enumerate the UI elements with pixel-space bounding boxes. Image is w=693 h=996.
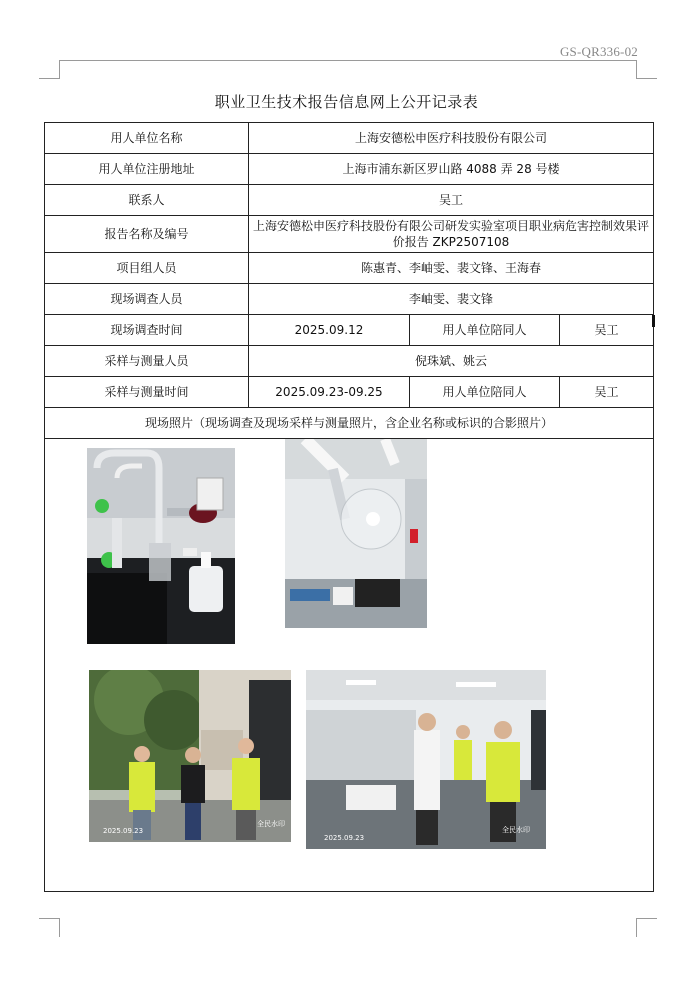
- report-value: 上海安德松申医疗科技股份有限公司研发实验室项目职业病危害控制效果评价报告 ZKP2507108: [249, 216, 654, 253]
- photo-fume-arm-image: [285, 439, 427, 628]
- margin-marker: [652, 315, 655, 327]
- survey-accompany-value: [560, 315, 654, 346]
- sampling-accompany-value: 吴工: [560, 377, 654, 408]
- survey-staff-value: 李岫雯、裴文锋: [249, 284, 654, 315]
- corner-mark-top-left: [39, 60, 60, 79]
- team-label: 项目组人员: [45, 253, 249, 284]
- document-code: GS-QR336-02: [559, 44, 638, 59]
- corner-mark-bottom-right: [636, 918, 657, 937]
- corner-mark-bottom-left: [39, 918, 60, 937]
- photo-lab-sampling-image: [306, 670, 546, 849]
- employer-name-value: 上海安德松申医疗科技股份有限公司: [249, 123, 654, 154]
- contact-label: 联系人: [45, 185, 249, 216]
- survey-staff-label: 现场调查人员: [45, 284, 249, 315]
- contact-value: 吴工: [249, 185, 654, 216]
- photo3-date: 2025.09.23: [103, 827, 144, 835]
- corner-mark-top-right: [636, 60, 657, 79]
- sampling-time-label: 采样与测量时间: [45, 377, 249, 408]
- photos-header: 现场照片（现场调查及现场采样与测量照片，含企业名称或标识的合影照片）: [45, 408, 654, 439]
- sampling-accompany-label: 用人单位陪同人: [410, 377, 560, 408]
- photo4-date: 2025.09.23: [324, 834, 365, 842]
- survey-accompany-label: 用人单位陪同人: [410, 315, 560, 346]
- employer-address-label: 用人单位注册地址: [45, 154, 249, 185]
- survey-time-value: 2025.09.12: [249, 315, 410, 346]
- photo-fume-arm: [285, 439, 427, 628]
- survey-accompany-text: 吴工: [594, 323, 619, 337]
- sampling-time-value: 2025.09.23-09.25: [249, 377, 410, 408]
- employer-name-label: 用人单位名称: [45, 123, 249, 154]
- photos-area: [45, 439, 654, 892]
- photo4-watermark: 全民水印: [502, 826, 530, 834]
- report-label: 报告名称及编号: [45, 216, 249, 253]
- team-value: 陈惠青、李岫雯、裴文锋、王海春: [249, 253, 654, 284]
- photo-lab-sink: [87, 448, 235, 644]
- sampling-staff-label: 采样与测量人员: [45, 346, 249, 377]
- photo-group-outdoor-image: [89, 670, 291, 842]
- survey-time-label: 现场调查时间: [45, 315, 249, 346]
- header-rule: [60, 60, 636, 61]
- photo3-watermark: 全民水印: [257, 820, 285, 828]
- employer-address-value: 上海市浦东新区罗山路 4088 弄 28 号楼: [249, 154, 654, 185]
- sampling-staff-value: 倪珠斌、姚云: [249, 346, 654, 377]
- photo-group-outdoor: [89, 670, 291, 842]
- page-title: 职业卫生技术报告信息网上公开记录表: [214, 93, 479, 111]
- photo-lab-sampling: [306, 670, 546, 849]
- record-table: [44, 122, 654, 892]
- photo-lab-sink-image: [87, 448, 235, 644]
